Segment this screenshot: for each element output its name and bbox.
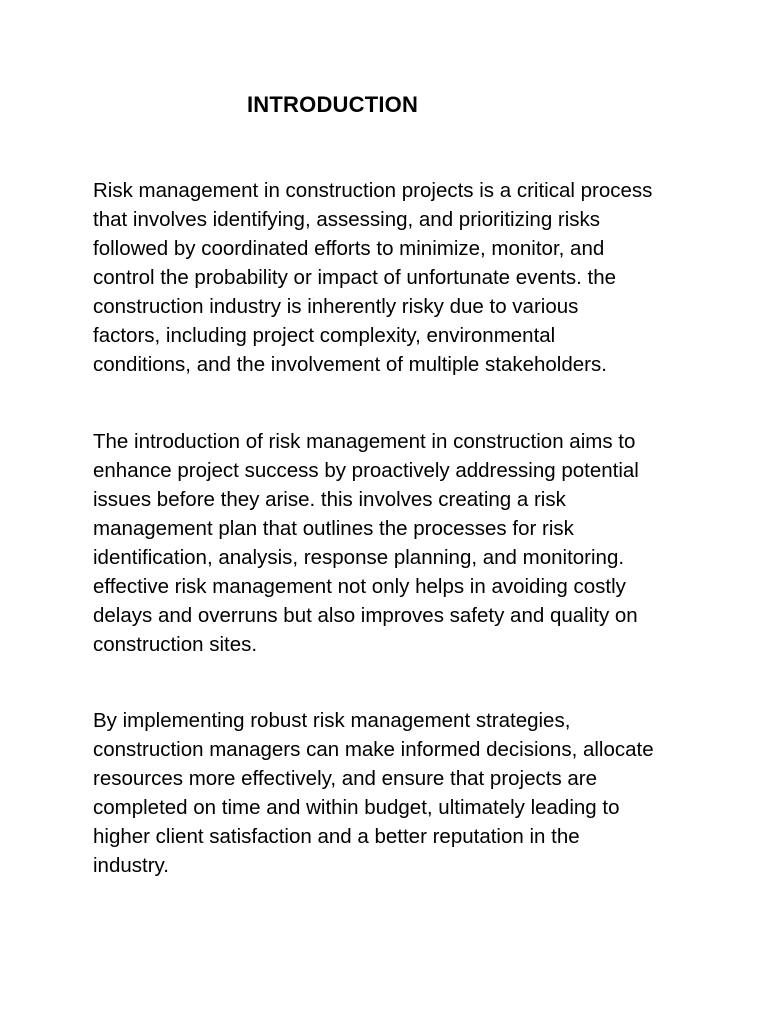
paragraph-1: Risk management in construction projects is a critical process that involves identifying, assessing, and prioritizing risks followed by coordinated efforts to minimize, monitor, and control the probability or impact of unfortunate events. the construction industry is inherently risky due to various factors, including project complexity, environmental conditions, and the involvement of multiple stakeholders. — [93, 179, 653, 376]
paragraph-3: By implementing robust risk management strategies, construction managers can make informed decisions, allocate resources more effectively, and ensure that projects are completed on time and within budget, ultimately leading to higher client satisfaction and a better reputation in the industry. — [93, 709, 654, 877]
document-title: INTRODUCTION — [247, 92, 419, 117]
paragraph-2: The introduction of risk management in construction aims to enhance project success by proactively addressing potential issues before they arise. this involves creating a risk management plan that outlines the processes for risk identification, analysis, response planning, and monitoring. effective risk management not only helps in avoiding costly delays and overruns but also improves safety and quality on construction sites. — [93, 430, 639, 656]
